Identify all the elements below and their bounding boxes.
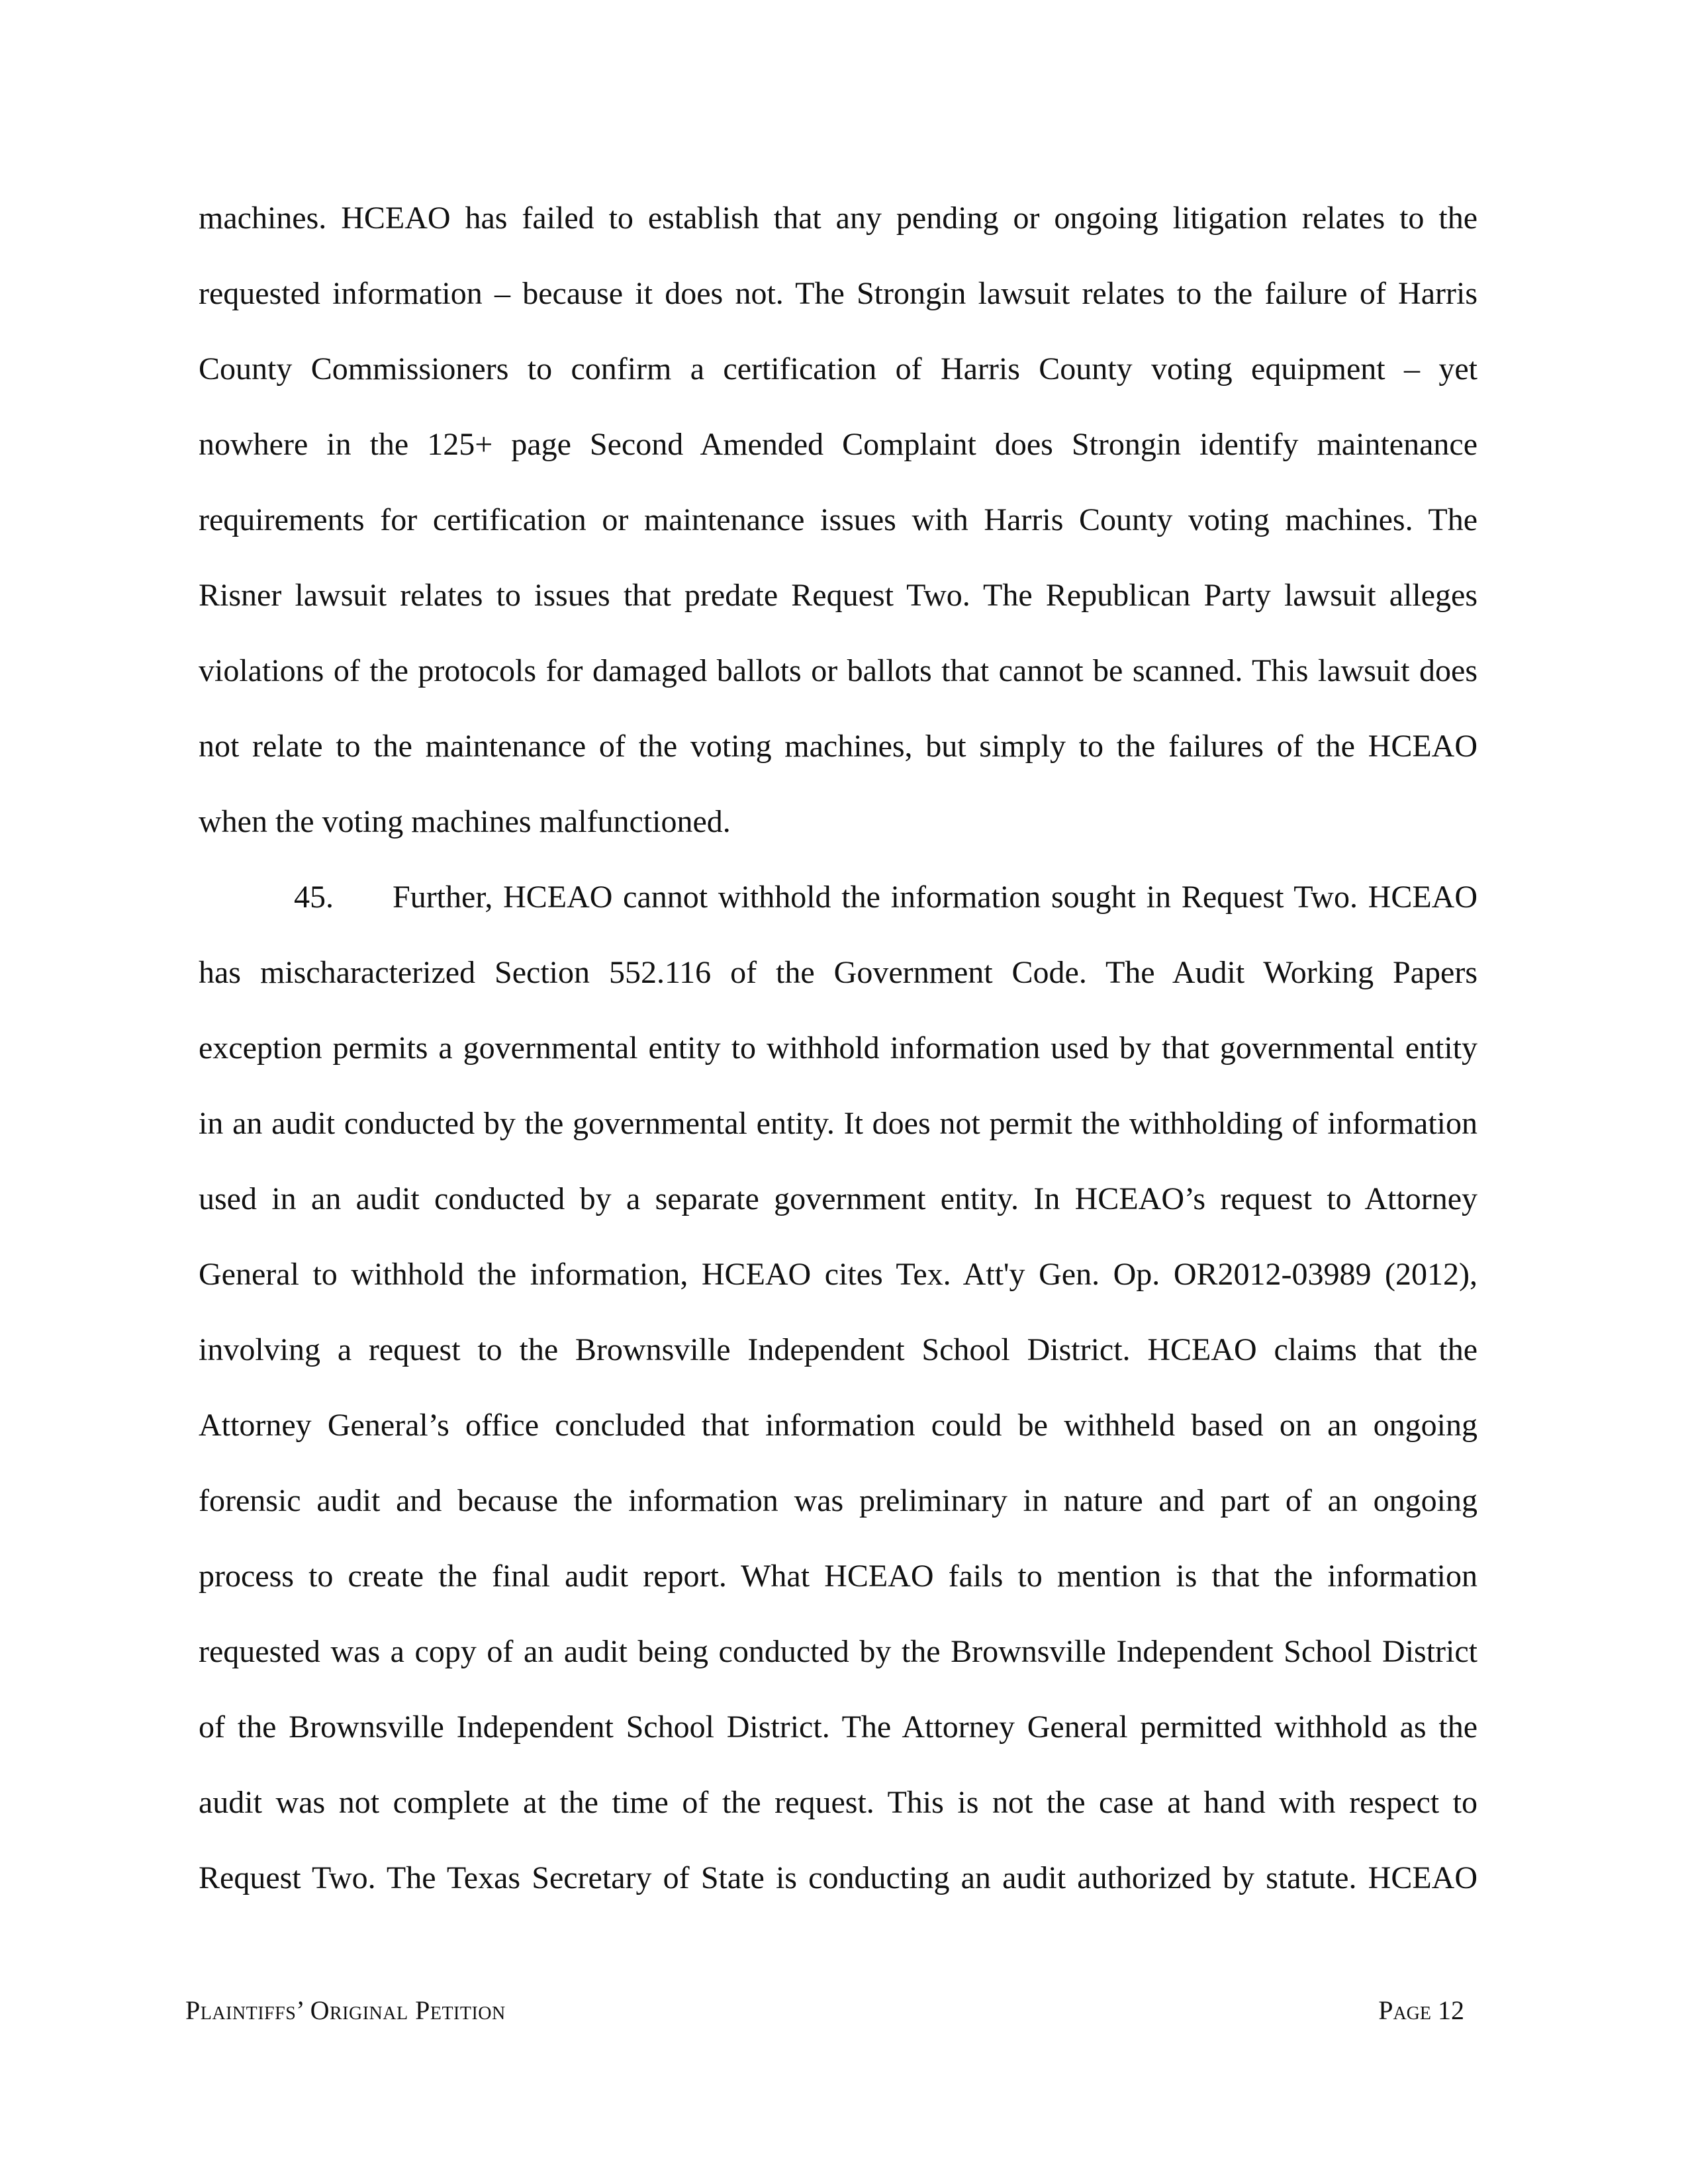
text-line: requirements for certification or maintenance issues with Harris County voting machines. The (199, 502, 1477, 537)
text-line: Request Two. The Texas Secretary of State is conducting an audit authorized by statute. HCEAO (199, 1860, 1477, 1895)
text-line: County Commissioners to confirm a certification of Harris County voting equipment – yet (199, 351, 1477, 387)
text-line: involving a request to the Brownsville Independent School District. HCEAO claims that the (199, 1332, 1477, 1367)
text-line: General to withhold the information, HCEAO cites Tex. Att'y Gen. Op. OR2012-03989 (2012), (199, 1257, 1477, 1292)
text-line: requested was a copy of an audit being conducted by the Brownsville Independent School District (199, 1634, 1477, 1669)
text-line: in an audit conducted by the governmental entity. It does not permit the withholding of information (199, 1106, 1477, 1141)
text-line: Further, HCEAO cannot withhold the information sought in Request Two. HCEAO (393, 880, 1477, 915)
text-line: exception permits a governmental entity to withhold information used by that governmental entity (199, 1030, 1477, 1066)
text-line: machines. HCEAO has failed to establish that any pending or ongoing litigation relates to the (199, 201, 1477, 236)
text-line: requested information – because it does not. The Strongin lawsuit relates to the failure of Harris (199, 276, 1477, 311)
footer-page-number: Page 12 (1378, 1995, 1464, 2025)
text-line: process to create the final audit report. What HCEAO fails to mention is that the information (199, 1559, 1477, 1594)
text-line: of the Brownsville Independent School District. The Attorney General permitted withhold as the (199, 1709, 1477, 1745)
text-line: not relate to the maintenance of the voting machines, but simply to the failures of the HCEAO (199, 729, 1477, 764)
paragraph-45-first-line (199, 871, 1477, 924)
text-line: Risner lawsuit relates to issues that predate Request Two. The Republican Party lawsuit alleges (199, 578, 1477, 613)
text-line: nowhere in the 125+ page Second Amended Complaint does Strongin identify maintenance (199, 427, 1477, 462)
text-line: used in an audit conducted by a separate government entity. In HCEAO’s request to Attorney (199, 1181, 1477, 1216)
text-line: when the voting machines malfunctioned. (199, 804, 731, 839)
text-line: forensic audit and because the information was preliminary in nature and part of an ongoing (199, 1483, 1477, 1518)
text-line: audit was not complete at the time of the request. This is not the case at hand with respect to (199, 1785, 1477, 1820)
page-footer (185, 1991, 1477, 2030)
paragraph-number: 45. (294, 880, 334, 915)
text-line: violations of the protocols for damaged ballots or ballots that cannot be scanned. This lawsuit does (199, 653, 1477, 688)
text-line: has mischaracterized Section 552.116 of the Government Code. The Audit Working Papers (199, 955, 1477, 990)
footer-document-title: Plaintiffs’ Original Petition (185, 1995, 506, 2025)
text-line: Attorney General’s office concluded that information could be withheld based on an ongoing (199, 1408, 1477, 1443)
